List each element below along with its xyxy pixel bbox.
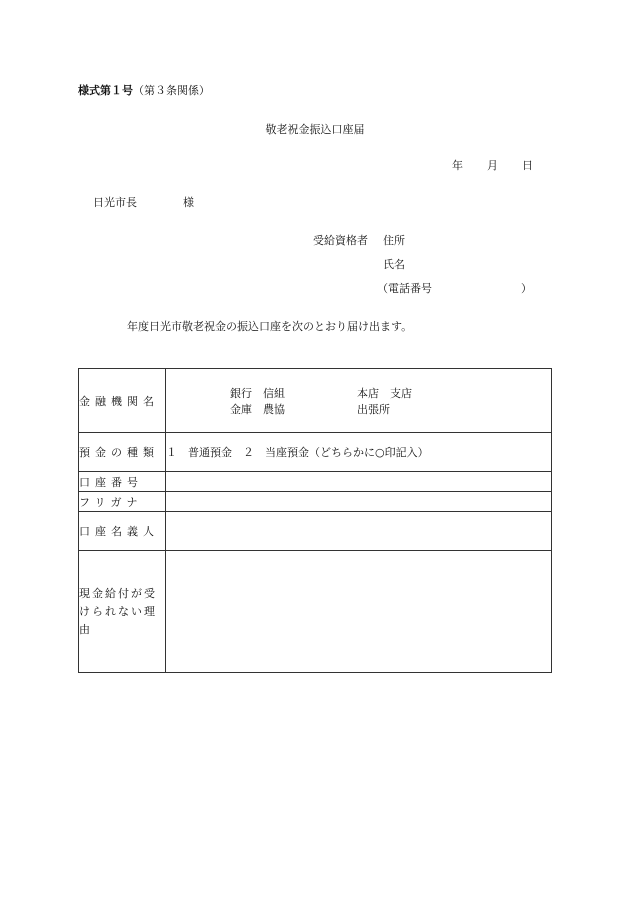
addressee-honorific: 様 <box>183 196 194 209</box>
date-month-label: 月 <box>487 159 498 172</box>
name-label: 氏名 <box>383 258 405 271</box>
account-number-label: 口座番号 <box>79 472 166 492</box>
reason-label: 現金給付が受けられない理由 <box>79 551 166 673</box>
bank-type-b: 金庫 農協 <box>230 402 285 416</box>
account-holder-label: 口座名義人 <box>79 512 166 551</box>
phone-close-paren: ） <box>521 282 532 295</box>
branch-type-a: 本店 支店 <box>357 386 412 400</box>
deposit-row <box>79 433 552 472</box>
form-number-label <box>78 82 210 98</box>
bank-row <box>79 369 552 433</box>
bank-type-a: 銀行 信組 <box>230 386 285 400</box>
form-number: 様式第１号 <box>78 84 133 97</box>
address-label: 住所 <box>383 234 405 247</box>
addressee: 日光市長 <box>93 196 137 209</box>
account-holder-row <box>79 512 552 551</box>
document-title: 敬老祝金振込口座届 <box>265 123 365 136</box>
form-relation: （第３条関係） <box>133 84 210 97</box>
furigana-label: フリガナ <box>79 492 166 512</box>
account-number-row <box>79 472 552 492</box>
intro-text: 年度日光市敬老祝金の振込口座を次のとおり届け出ます。 <box>127 320 413 333</box>
date-day-label: 日 <box>522 159 533 172</box>
date-year-label: 年 <box>452 159 463 172</box>
phone-label: （電話番号 <box>377 282 432 295</box>
account-number-field[interactable] <box>166 472 552 492</box>
account-form-table <box>78 368 552 673</box>
furigana-field[interactable] <box>166 492 552 512</box>
bank-label: 金融機関名 <box>79 369 166 433</box>
applicant-label: 受給資格者 <box>313 234 368 247</box>
deposit-type-label: 預金の種類 <box>79 433 166 472</box>
reason-field[interactable] <box>166 551 552 673</box>
account-holder-field[interactable] <box>166 512 552 551</box>
bank-field[interactable] <box>166 369 552 433</box>
deposit-type-field[interactable]: １ 普通預金 ２ 当座預金（どちらかに○印記入） <box>166 433 552 472</box>
branch-type-b: 出張所 <box>357 402 390 416</box>
furigana-row <box>79 492 552 512</box>
reason-row <box>79 551 552 673</box>
